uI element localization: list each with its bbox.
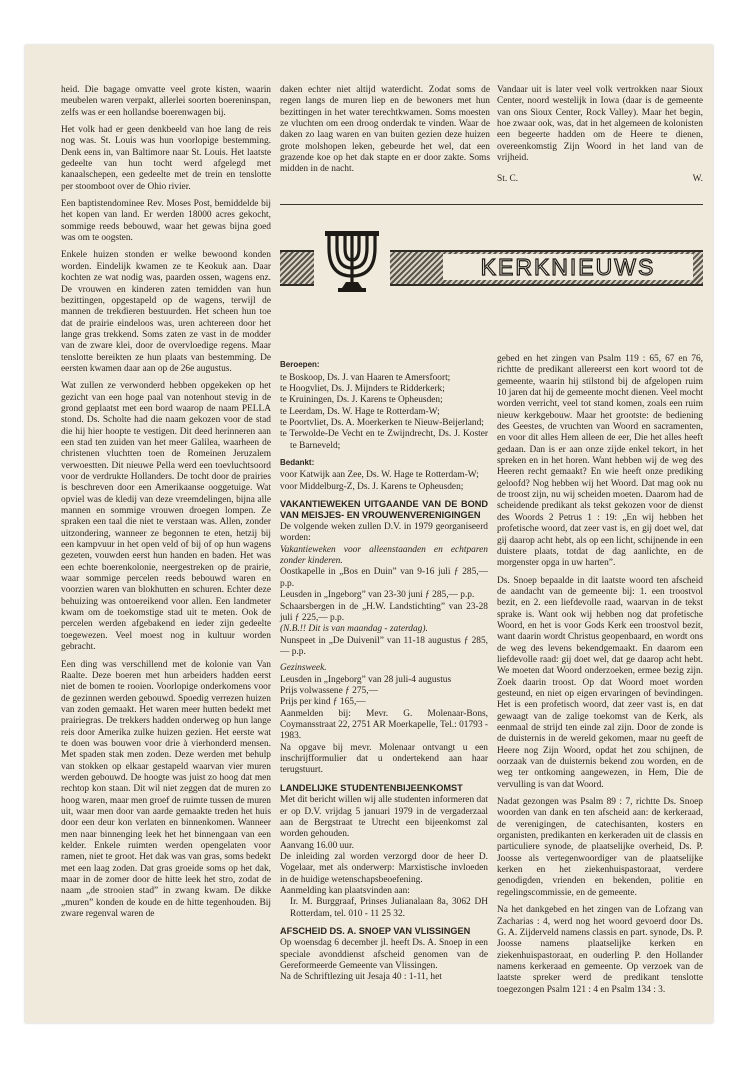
banner-title: KERKNIEUWS <box>443 254 693 280</box>
section-divider <box>280 204 703 205</box>
list-item: te Poortvliet, Ds. A. Moerkerken te Nieuw-Beijerland; <box>280 417 484 428</box>
vakantie-line: (N.B.!! Dit is van maandag - zaterdag). <box>280 624 428 635</box>
paragraph: Een ding was verschillend met de kolonie van Van Raalte. Deze boeren met hun arbeiders hadden eerst niet de bomen te rooien. Voorlopige onderkomens voor de gezinnen werden gebouwd. Spoedig verrezen huizen van zoden gemaakt. Het waren meer hutten bedekt met prairiegras. De trekkers hadden onderweg op hun lange reis door Amerika zulke huizen gezien. Het eerste wat te doen was bouwen voor drie à vierhonderd mensen. Met spaden stak men zoden. Deze werden met behulp van stokken op elkaar gestapeld waarvan vier muren werden gebouwd. De hoogte was juist zo hoog dat men rechtop kon staan. Dit wil niet zeggen dat de muren zo hoog waren, maar men groef de ruimte tussen de muren uit, waar men door van aarde gemaakte treden het huis door een deur kon verlaten en binnenkomen. Wanneer men naar binnenging leek het het binnengaan van een kelder. Enkele ruimten werden opengelaten voor ramen, niet te groot. Het dak was van gras, soms bedekt met een laag zoden. Dat gras groeide soms op het dak, maar in de zomer door de hitte leek het stro, zodat de naam „de strooien stad” in zwang kwam. De dikke „muren” konden de koude en de hitte tegenhouden. Bij zware regenval waren de <box>61 659 271 920</box>
paragraph: Vandaar uit is later veel volk vertrokken naar Sioux Center, noord westelijk in Iowa (daar is de gemeente van ons Sioux Center, Rock Valley). Maar het begin, hoe zwaar ook, was, dat in het algemeen de kolonisten een begeerte hadden om de Heere te dienen, overeenkomstig Zijn Woord in het land van de vrijheid. <box>497 85 703 164</box>
gezinsweek-line: Na opgave bij mevr. Molenaar ontvangt u een inschrijfformulier dat u ondertekend aan haar terugstuurt. <box>280 742 488 776</box>
afscheid-paragraph: Op woensdag 6 december jl. heeft Ds. A. Snoep in een speciale avonddienst afscheid genomen van de Gereformeerde Gemeente van Vlissingen. <box>280 938 488 972</box>
vakantie-line: Schaarsbergen in de „H.W. Landstichting” van 23-28 juli ƒ 225,— p.p. <box>280 601 488 623</box>
list-item: te Kruiningen, Ds. J. Karens te Opheusden; <box>280 395 443 406</box>
list-item: voor Middelburg-Z, Ds. J. Karens te Opheusden; <box>280 481 464 492</box>
list-item: voor Katwijk aan Zee, Ds. W. Hage te Rotterdam-W; <box>280 470 479 481</box>
paragraph: Wat zullen ze verwonderd hebben opgekeken op het gezicht van een hoge paal van notenhout stevig in de grond geplaatst met een bord waarop de naam PELLA stond. Ds. Scholte had die naam gekozen voor de stad die hij hier hoopte te vestigen. Dit deed herinneren aan een stad ten zuiden van het meer Galilea, waarheen de christenen vluchtten toen de Romeinen Jeruzalem verwoestten. Dit nieuwe Pella werd een toevluchtsoord voor de verdrukte Hollanders. De tocht door de prairies is beschreven door een Amerikaanse ooggetuige. Wat opviel was de kledij van deze vreemdelingen, bijna alle mannen en sommige vrouwen droegen lompen. Ze spraken een taal die niet te verstaan was. Allen, zonder uitzondering, wanneer ze begonnen te eten, hetzij bij een kampvuur in het open veld of bij of op hun wagens gezeten, vouwden eerst hun handen en baden. Het was een echte boerenkolonie, neergestreken op de prairie, waar sommige percelen reeds bebouwd waren en voorzien waren van blokhutten en schuren. Echter deze behuizing was ontoereikend voor allen. Een landmeter kwam om de toekomstige stad uit te meten. Ook de percelen werden afgebakend en ieder zijn gedeelte toegewezen. Veel moest nog in kultuur worden gebracht. <box>61 381 271 653</box>
student-address: Ir. M. Burggraaf, Prinses Julianalaan 8a, 3062 DH Rotterdam, tel. 010 - 11 25 32. <box>290 897 488 919</box>
vakantie-intro: De volgende weken zullen D.V. in 1979 georganiseerd worden: <box>280 522 488 544</box>
paragraph: daken echter niet altijd waterdicht. Zodat soms de regen langs de muren liep en de bewoners met hun bezittingen in het water terechtkwamen. Soms moesten ze vluchten om een droog onderdak te vinden. Waar de daken zo laag waren en van buiten gezien deze huizen grote molshopen leken, gebeurde het wel, dat een grazende koe op het dak stapte en er door zakte. Soms midden in de nacht. <box>280 85 490 175</box>
list-item: te Hoogvliet, Ds. J. Mijnders te Ridderkerk; <box>280 383 445 394</box>
gezinsweek-line: Prijs per kind ƒ 165,— <box>280 697 366 708</box>
list-item: te Leerdam, Ds. W. Hage te Rotterdam-W; <box>280 406 440 417</box>
bedankt-heading: Bedankt: <box>280 457 315 467</box>
signature-left: St. C. <box>497 174 519 185</box>
paragraph: Het volk had er geen denkbeeld van hoe lang de reis nog was. St. Louis was hun voorlopige bestemming. Denk eens in, van Baltimore naar St. Louis. Het laatste gedeelte van hun tocht werd afgelegd met kanaalschepen, een gedeelte met de trein en tenslotte per stoomboot over de Ohio rivier. <box>61 125 271 192</box>
paragraph: Na het dankgebed en het zingen van de Lofzang van Zacharias : 4, werd nog het woord gevoerd door Ds. G. A. Zijderveld namens classis en part. synode, Ds. P. Joosse namens plaatselijke kerken en ziekenhuispastoraat, en ouderling P. den Hollander namens kerkeraad en gemeente. Op verzoek van de laatste spreker werd de predikant tenslotte toegezongen Psalm 121 : 4 en Psalm 134 : 3. <box>497 905 703 995</box>
list-item: te Terwolde-De Vecht en te Zwijndrecht, Ds. J. Koster te Barneveld; <box>280 429 488 451</box>
article-column-1 <box>61 85 271 926</box>
kerknieuws-column-right <box>497 354 703 1002</box>
gezinsweek-line: Aanmelden bij: Mevr. G. Molenaar-Bons, Coymansstraat 22, 2751 AR Moerkapelle, Tel.: 01793 - 1983. <box>280 708 488 742</box>
student-paragraph: Aanmelding kan plaatsvinden aan: <box>280 885 410 896</box>
vakantie-subheading: Vakantieweken voor alleenstaanden en echtparen zonder kinderen. <box>280 544 488 567</box>
paragraph: Ds. Snoep bepaalde in dit laatste woord ten afscheid de aandacht van de gemeente bij: 1. een troostvol bezit, en 2. een liefdevolle raad, waarvan in de tekst sprake is. Want ook wij hebben nog dat profetische Woord, en het is voor Gods Kerk een troostvol bezit, want daarin wordt Christus geopenbaard, en wordt ons de weg des levens bekendgemaakt. En daarom een liefdevolle raad: gij doet wel, dat ge daarop acht hebt. We moeten dat Woord onderzoeken, ermee bezig zijn. Zoek daarin troost. Op dat Woord moet worden gesteund, en niet op eigen ervaringen of bevindingen. Het is een profetisch woord, dat zeer vast is, en dat gewaagt van de zalige toekomst van de Kerk, als eenmaal de strijd ten einde zal zijn. Door de zonde is de duisternis in de wereld gekomen, maar nu geeft de Heere nog Zijn Woord, opdat het zou schijnen, de oorzaak van de duisternis bekend zou worden, en de weg ter ontkoming aangewezen, in Hem, Die de vervulling is van dat Woord. <box>497 575 703 790</box>
student-paragraph: Aanvang 16.00 uur. <box>280 840 354 851</box>
vakantie-line: Oostkapelle in „Bos en Duin” van 9-16 juli ƒ 285,— p.p. <box>280 567 488 589</box>
kerknieuws-banner <box>280 228 703 294</box>
student-paragraph: De inleiding zal worden verzorgd door de heer D. Vogelaar, met als onderwerp: Marxistische invloeden in de huidige wetenschapsbeoefening. <box>280 851 488 885</box>
afscheid-heading: AFSCHEID DS. A. SNOEP VAN VLISSINGEN <box>280 925 471 936</box>
list-item: te Boskoop, Ds. J. van Haaren te Amersfoort; <box>280 372 451 383</box>
afscheid-paragraph: Na de Schriftlezing uit Jesaja 40 : 1-11, het <box>280 972 442 983</box>
vakantie-line: Leusden in „Ingeborg” van 23-30 juni ƒ 285,— p.p. <box>280 590 475 601</box>
paragraph: Een baptistendominee Rev. Moses Post, bemiddelde bij het kopen van land. Er werden 18000 acres gekocht, sommige reeds bebouwd, waar het gewas bijna goed was om te oogsten. <box>61 199 271 244</box>
student-paragraph: Met dit bericht willen wij alle studenten informeren dat er op D.V. vrijdag 5 januari 1979 in de vergaderzaal aan de Bergstraat te Utrecht een bijeenkomst zal worden gehouden. <box>280 795 488 840</box>
vakantie-line: Nunspeet in „De Duivenil” van 11-18 augustus ƒ 285,— p.p. <box>280 635 488 657</box>
article-signature <box>497 174 703 185</box>
vakantie-heading: VAKANTIEWEKEN UITGAANDE VAN DE BOND VAN MEISJES- EN VROUWENVERENIGINGEN <box>280 499 488 520</box>
gezinsweek-line: Leusden in „Ingeborg” van 28 juli-4 augustus <box>280 674 452 685</box>
paragraph: Enkele huizen stonden er welke bewoond konden worden. Eindelijk kwamen ze te Keokuk aan. Daar kochten ze wat nodig was, paarden ossen, wagens enz. De vrouwen en kinderen zaten temidden van hun bezittingen, opgestapeld op de wagens, terwijl de mannen de trekdieren bestuurden. Het scheen hun toe dat de prairie eindeloos was, uren achtereen door het lange gras trekkend. Soms zaten ze vast in de modder van de zware klei, door de overvloedige regens. Maar tenslotte bereikten ze hun plaats van bestemming. De eersten kwamen daar aan op de 26e augustus. <box>61 250 271 374</box>
student-heading: LANDELIJKE STUDENTENBIJEENKOMST <box>280 782 463 793</box>
paragraph: gebed en het zingen van Psalm 119 : 65, 67 en 76, richtte de predikant allereerst een kort woord tot de gemeente, waarin hij stilstond bij de afgelopen ruim 10 jaren dat hij de gemeente mocht dienen. Veel mocht worden verricht, veel tot stand komen, zoals een ruim nieuw kerkgebouw. Maar het grootste: de bediening des Geestes, de vruchten van Woord en sacramenten, en voor dit alles Hem alleen de eer, Die het alles heeft gedaan. Dan is er aan onze zijde enkel tekort, in het spreken en in het horen. Want hebben wij de weg des Heeren recht gemaakt? En wie heeft onze prediking geloofd? Nog hebben wij het Woord. Dat mag ook nu de troost zijn, nu wij scheiden moeten. Daarom had de scheidende predikant als tekst gekozen voor de dienst des Woords 2 Petrus 1 : 19: „En wij hebben het profetische woord, dat zeer vast is, en gij doet wel, dat gij daarop acht hebt, als op een licht, schijnende in een duistere plaats, totdat de dag aanlichte, en de morgenster opga in uw harten”. <box>497 354 704 569</box>
article-column-3 <box>497 85 703 186</box>
gezinsweek-heading: Gezinsweek. <box>280 663 327 674</box>
menorah-icon <box>314 228 390 296</box>
paragraph: heid. Die bagage omvatte veel grote kisten, waarin meubelen waren verpakt, allerlei soorten boereninspan, zelfs was er een hollandse boerenwagen bij. <box>61 85 271 118</box>
gezinsweek-line: Prijs volwassene ƒ 275,— <box>280 685 378 696</box>
beroepen-list <box>280 373 488 452</box>
kerknieuws-column-left <box>280 354 488 984</box>
signature-right: W. <box>692 174 703 185</box>
bedankt-list <box>280 470 488 493</box>
beroepen-heading: Beroepen: <box>280 360 320 369</box>
paragraph: Nadat gezongen was Psalm 89 : 7, richtte Ds. Snoep woorden van dank en ten afscheid aan: de kerkeraad, de verenigingen, de catechisanten, kosters en organisten, predikanten en kerkeraden uit de classis en particuliere synode, de plaatselijke overheid, Ds. P. Joosse als vertegenwoordiger van de plaatselijke kerken en het ziekenhuispastoraat, verdere genodigden, vrienden en bekenden, politie en regelingscommissie, en de gemeente. <box>497 797 703 898</box>
article-column-2 <box>280 85 490 182</box>
